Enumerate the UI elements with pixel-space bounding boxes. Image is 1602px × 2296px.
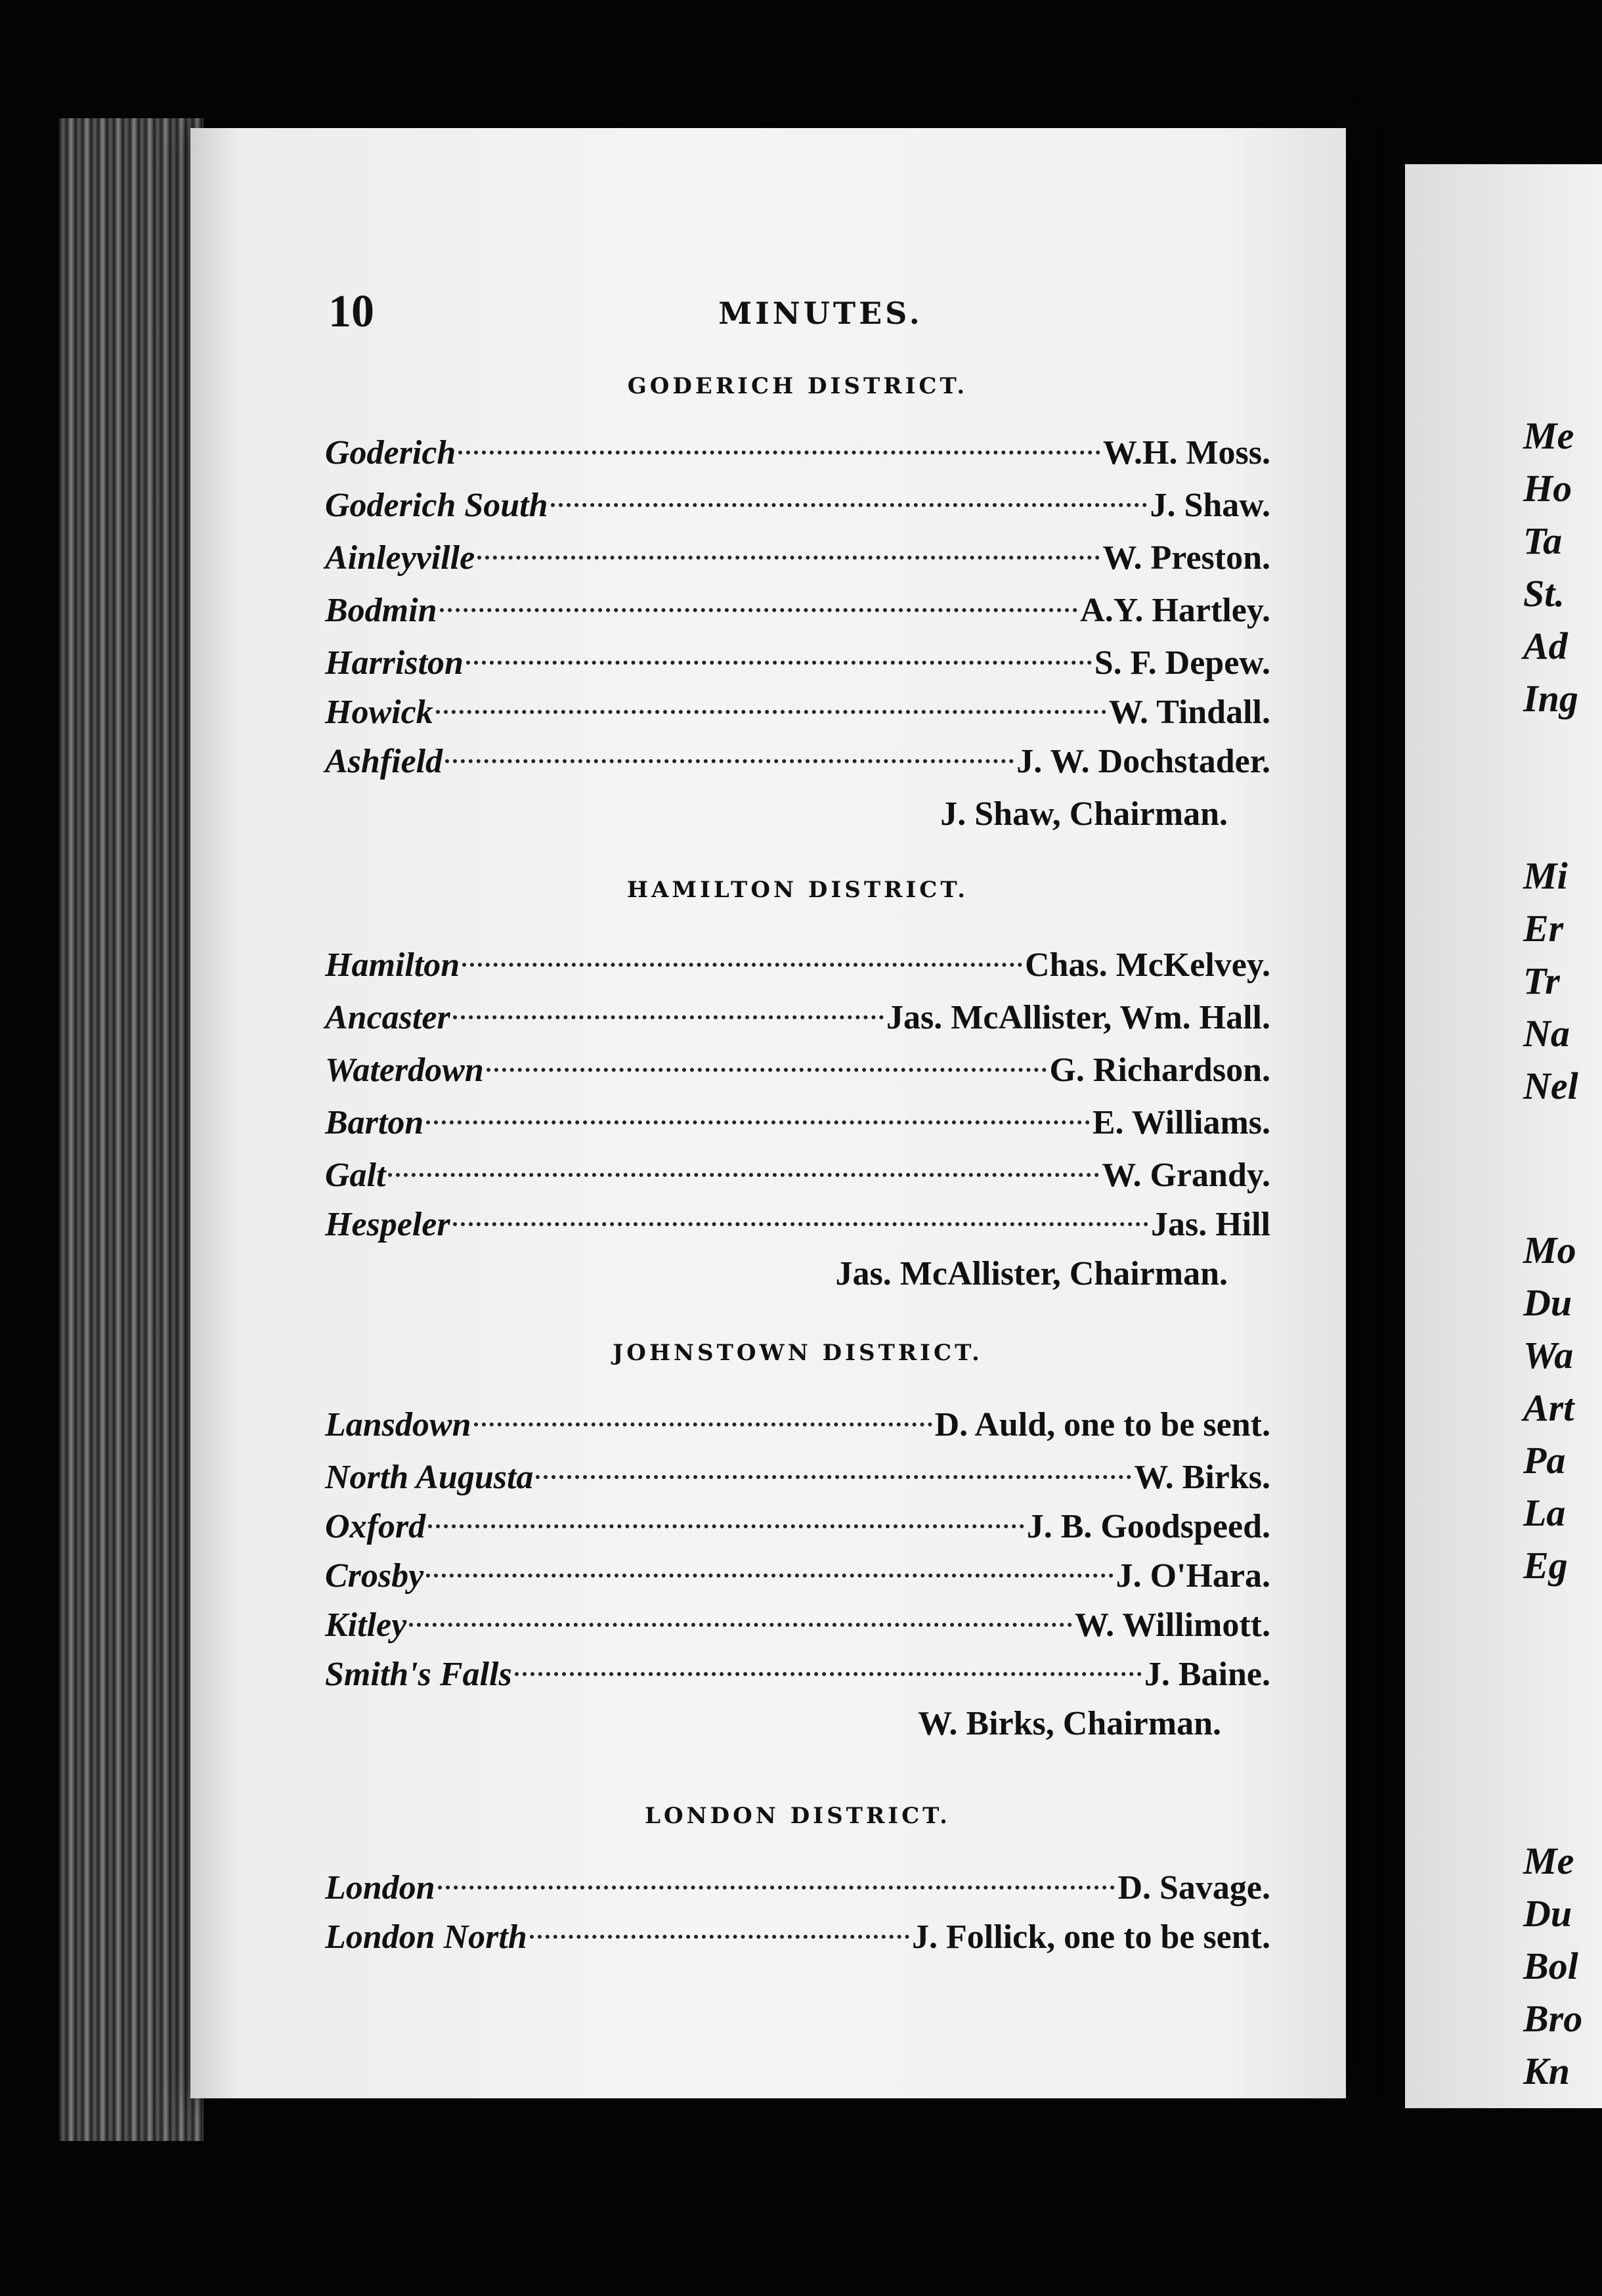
station-preacher: W. Willimott. bbox=[1074, 1606, 1270, 1644]
facing-page bbox=[1405, 164, 1602, 2108]
district-heading: JOHNSTOWN DISTRICT. bbox=[613, 1340, 983, 1366]
station-preacher: J. B. Goodspeed. bbox=[1026, 1508, 1270, 1545]
district-heading: LONDON DISTRICT. bbox=[645, 1803, 951, 1829]
dot-leader bbox=[388, 1173, 1099, 1177]
station-place: Goderich South bbox=[325, 487, 548, 524]
station-preacher: J. Baine. bbox=[1144, 1656, 1270, 1693]
dot-leader bbox=[487, 1068, 1047, 1072]
running-head: MINUTES. bbox=[718, 296, 923, 331]
station-row bbox=[325, 1156, 1270, 1202]
dot-leader bbox=[530, 1935, 909, 1939]
station-place: Lansdown bbox=[325, 1406, 471, 1444]
facing-fragment: Me bbox=[1523, 414, 1574, 457]
station-preacher: D. Savage. bbox=[1117, 1869, 1270, 1907]
facing-fragment: Tr bbox=[1523, 960, 1560, 1002]
dot-leader bbox=[474, 1423, 932, 1426]
dot-leader bbox=[438, 1886, 1115, 1889]
station-place: Oxford bbox=[325, 1508, 426, 1545]
facing-fragment: La bbox=[1523, 1491, 1566, 1534]
station-preacher: E. Williams. bbox=[1092, 1104, 1270, 1141]
station-place: Harriston bbox=[325, 644, 464, 682]
station-preacher: D. Auld, one to be sent. bbox=[934, 1406, 1270, 1444]
facing-fragment: Bol bbox=[1523, 1945, 1578, 1987]
station-place: London North bbox=[325, 1918, 527, 1956]
station-preacher: Jas. Hill bbox=[1150, 1206, 1270, 1243]
facing-fragment: Ta bbox=[1523, 519, 1563, 562]
station-row bbox=[325, 591, 1270, 637]
station-row bbox=[325, 693, 1270, 739]
station-row bbox=[325, 1655, 1270, 1701]
facing-fragment: Er bbox=[1523, 907, 1564, 950]
station-place: Ancaster bbox=[325, 999, 450, 1036]
dot-leader bbox=[409, 1623, 1072, 1627]
station-row bbox=[325, 433, 1270, 479]
dot-leader bbox=[515, 1672, 1142, 1676]
station-place: London bbox=[325, 1869, 435, 1907]
station-row bbox=[325, 1051, 1270, 1097]
dot-leader bbox=[436, 710, 1106, 714]
station-row bbox=[325, 1405, 1270, 1451]
dot-leader bbox=[462, 963, 1022, 967]
station-place: Ashfield bbox=[325, 743, 443, 780]
station-row bbox=[325, 539, 1270, 585]
station-place: Waterdown bbox=[325, 1051, 484, 1089]
station-preacher: J. O'Hara. bbox=[1115, 1557, 1270, 1595]
dot-leader bbox=[536, 1475, 1131, 1479]
dot-leader bbox=[453, 1222, 1148, 1226]
station-preacher: W. Grandy. bbox=[1102, 1157, 1270, 1194]
facing-fragment: Wa bbox=[1523, 1334, 1574, 1377]
station-row bbox=[325, 742, 1270, 788]
station-row bbox=[325, 1507, 1270, 1553]
facing-fragment: Mi bbox=[1523, 854, 1568, 897]
facing-fragment: Nel bbox=[1523, 1065, 1578, 1107]
station-row bbox=[325, 998, 1270, 1044]
facing-fragment: Art bbox=[1523, 1386, 1574, 1429]
dot-leader bbox=[453, 1015, 884, 1019]
station-preacher: W. Birks. bbox=[1134, 1459, 1270, 1496]
dot-leader bbox=[477, 556, 1100, 560]
dot-leader bbox=[426, 1120, 1090, 1124]
dot-leader bbox=[426, 1574, 1113, 1578]
facing-fragment: St. bbox=[1523, 572, 1565, 615]
dot-leader bbox=[428, 1524, 1024, 1528]
station-place: Bodmin bbox=[325, 592, 437, 629]
page-number: 10 bbox=[328, 286, 374, 337]
station-place: Goderich bbox=[325, 434, 456, 472]
station-row bbox=[325, 1918, 1270, 1964]
station-preacher: Chas. McKelvey. bbox=[1024, 946, 1270, 984]
facing-fragment: Du bbox=[1523, 1892, 1572, 1935]
dot-leader bbox=[458, 451, 1100, 454]
facing-fragment: Ing bbox=[1523, 677, 1578, 720]
station-preacher: Jas. McAllister, Wm. Hall. bbox=[886, 999, 1270, 1036]
facing-fragment: Pa bbox=[1523, 1439, 1566, 1482]
station-preacher: G. Richardson. bbox=[1049, 1051, 1270, 1089]
facing-fragment: Ho bbox=[1523, 467, 1572, 510]
station-preacher: S. F. Depew. bbox=[1094, 644, 1270, 682]
station-row bbox=[325, 1205, 1270, 1251]
station-place: Barton bbox=[325, 1104, 424, 1141]
station-row bbox=[325, 1606, 1270, 1652]
station-preacher: W. Preston. bbox=[1102, 539, 1270, 577]
facing-fragment: Me bbox=[1523, 1840, 1574, 1882]
facing-fragment: Ad bbox=[1523, 625, 1568, 667]
station-row bbox=[325, 1556, 1270, 1602]
dot-leader bbox=[440, 608, 1078, 612]
station-place: Hespeler bbox=[325, 1206, 450, 1243]
station-row bbox=[325, 1868, 1270, 1914]
station-row bbox=[325, 644, 1270, 690]
facing-fragment: Bro bbox=[1523, 1997, 1583, 2040]
station-preacher: W. Tindall. bbox=[1108, 694, 1270, 731]
station-place: Galt bbox=[325, 1157, 386, 1194]
station-place: Kitley bbox=[325, 1606, 407, 1644]
facing-fragment: Du bbox=[1523, 1281, 1572, 1324]
district-chairman: Jas. McAllister, Chairman. bbox=[835, 1255, 1228, 1292]
station-row bbox=[325, 486, 1270, 532]
station-place: Smith's Falls bbox=[325, 1656, 512, 1693]
station-row bbox=[325, 1103, 1270, 1149]
facing-fragment: Mo bbox=[1523, 1229, 1576, 1271]
station-preacher: J. Follick, one to be sent. bbox=[912, 1918, 1270, 1956]
district-heading: GODERICH DISTRICT. bbox=[627, 373, 968, 399]
station-place: Howick bbox=[325, 694, 433, 731]
station-preacher: J. W. Dochstader. bbox=[1016, 743, 1270, 780]
district-chairman: W. Birks, Chairman. bbox=[918, 1705, 1221, 1742]
station-place: North Augusta bbox=[325, 1459, 534, 1496]
station-place: Ainleyville bbox=[325, 539, 475, 577]
station-row bbox=[325, 1458, 1270, 1504]
facing-fragment: Na bbox=[1523, 1012, 1570, 1055]
station-preacher: J. Shaw. bbox=[1150, 487, 1270, 524]
district-chairman: J. Shaw, Chairman. bbox=[940, 795, 1228, 833]
dot-leader bbox=[551, 503, 1148, 507]
station-preacher: W.H. Moss. bbox=[1102, 434, 1270, 472]
station-row bbox=[325, 946, 1270, 992]
station-place: Crosby bbox=[325, 1557, 424, 1595]
district-heading: HAMILTON DISTRICT. bbox=[626, 877, 969, 903]
book-spine-edge bbox=[59, 118, 204, 2141]
station-preacher: A.Y. Hartley. bbox=[1080, 592, 1270, 629]
facing-fragment: Kn bbox=[1523, 2050, 1570, 2092]
dot-leader bbox=[445, 759, 1014, 763]
dot-leader bbox=[466, 661, 1092, 665]
facing-fragment: Eg bbox=[1523, 1544, 1568, 1587]
station-place: Hamilton bbox=[325, 946, 460, 984]
